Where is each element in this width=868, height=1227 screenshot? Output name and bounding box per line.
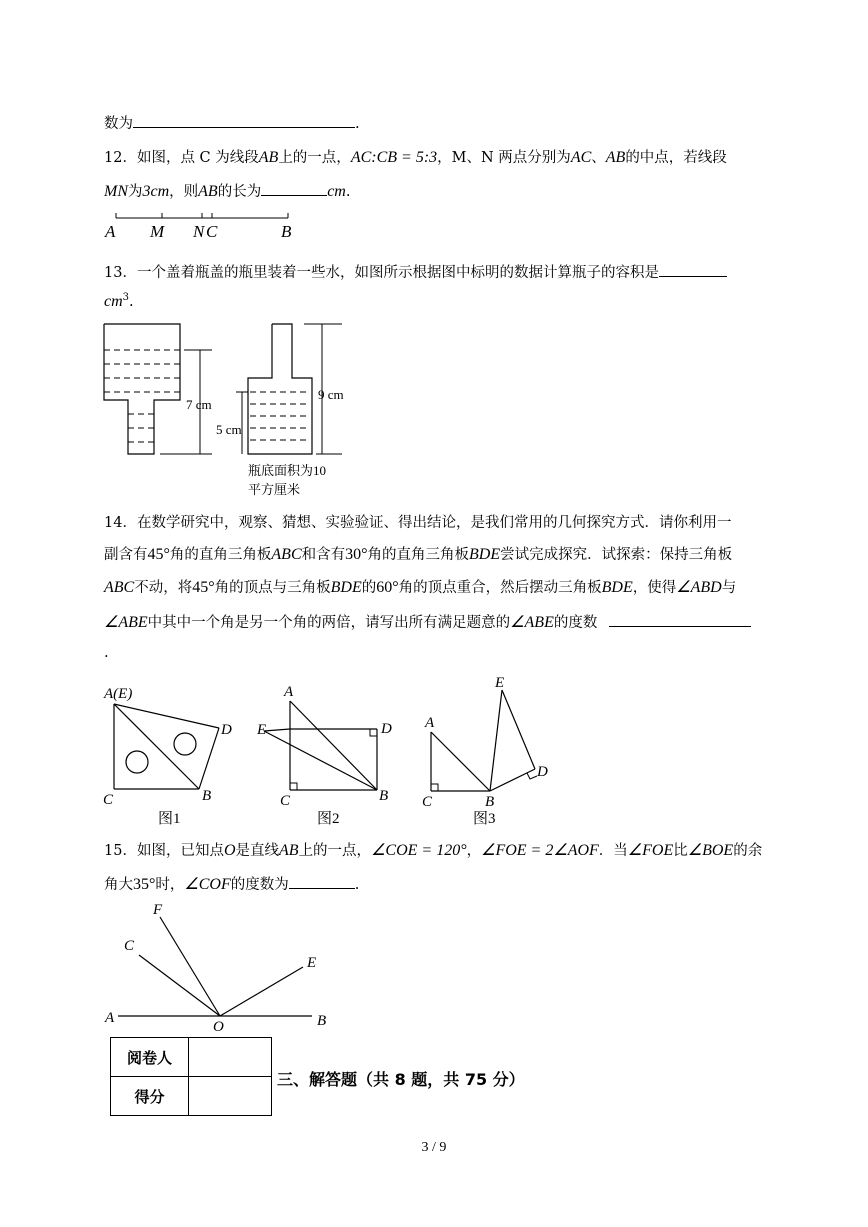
figure-2 [256,684,392,827]
q11-tail: 数为 . [104,112,360,133]
q14-line1: 14．在数学研究中，观察、猜想、实验验证、得出结论，是我们常用的几何探究方式．请你利用一 [104,515,732,531]
label-E: E [257,722,267,738]
label-A: A [425,715,435,731]
fig1-caption: 图1 [158,811,181,827]
answer-blank [133,113,355,128]
figure-1 [103,686,232,827]
label-E: E [495,675,505,691]
point-label-B: B [281,222,292,241]
label-A: A [284,684,294,700]
label-D: D [381,721,392,737]
label-D: D [221,722,232,738]
caption-line-1: 瓶底面积为10 [248,463,327,478]
caption-line-2: 平方厘米 [248,482,301,497]
answer-blank [261,181,327,196]
answer-blank [609,612,751,627]
page-number: 3 / 9 [421,1140,447,1155]
label-7cm: 7 cm [186,397,212,412]
point-label-N: N [193,222,205,241]
label-C: C [124,938,135,954]
q15-angle-figure [96,898,346,1036]
answer-blank [659,262,727,277]
score-table [110,1037,272,1116]
label-B: B [317,1013,327,1029]
point-label-A: A [105,222,116,241]
label-B: B [379,788,389,804]
q14-line2: 副含有45°角的直角三角板ABC和含有30°角的直角三角板BDE尝试完成探究．试探索：保持三角板 [104,546,733,563]
fig3-caption: 图3 [473,811,496,827]
q13-line2: $cm^3$. [104,292,134,310]
label-D: D [537,764,548,780]
q14-line3: ABC不动，将45°角的顶点与三角板BDE的60°角的顶点重合，然后摆动三角板BDE，使得∠ABD与 [104,579,737,596]
label-C: C [422,794,433,810]
point-label-C: C [206,222,218,241]
point-label-M: M [150,222,165,241]
q13-bottle-figure [96,318,366,503]
section-title: 三、解答题（共 8 题，共 75 分） [277,1070,525,1089]
q14-end: . [104,645,109,661]
q13-line1: 13．一个盖着瓶盖的瓶里装着一些水，如图所示根据图中标明的数据计算瓶子的容积是 [104,261,727,282]
q12-line1: 12．如图，点 C 为线段AB上的一点，AC:CB = 5:3，M、N 两点分别为AC、AB的中点，若线段 [104,149,727,166]
score-cell [189,1077,272,1116]
label-C: C [103,792,114,808]
label-O: O [213,1019,224,1035]
figure-3 [422,675,548,827]
label-AE: A(E) [104,686,133,702]
label-9cm: 9 cm [318,387,344,402]
q15-line2: 角大35°时，∠COF的度数为 . [104,876,360,893]
reviewer-cell [189,1038,272,1077]
label-A: A [105,1010,115,1026]
label-E: E [307,955,317,971]
q12-line2: MN为3cm，则AB的长为 cm. [104,183,351,200]
label-C: C [280,793,291,809]
label-B: B [202,788,212,804]
label-B: B [485,794,495,810]
q12-segment-figure [100,206,310,242]
reviewer-label: 阅卷人 [111,1038,189,1077]
answer-blank [289,874,355,889]
fig2-caption: 图2 [317,811,340,827]
score-label: 得分 [111,1077,189,1116]
q15-line1: 15．如图，已知点O是直线AB上的一点，∠COE = 120°，∠FOE = 2∠AOF．当∠FOE比∠BOE的余 [104,842,763,859]
label-5cm: 5 cm [216,422,242,437]
q14-line4: ∠ABE中其中一个角是另一个角的两倍，请写出所有满足题意的∠ABE的度数 [104,611,751,632]
q14-triangle-figures [96,672,556,832]
label-F: F [153,902,163,918]
